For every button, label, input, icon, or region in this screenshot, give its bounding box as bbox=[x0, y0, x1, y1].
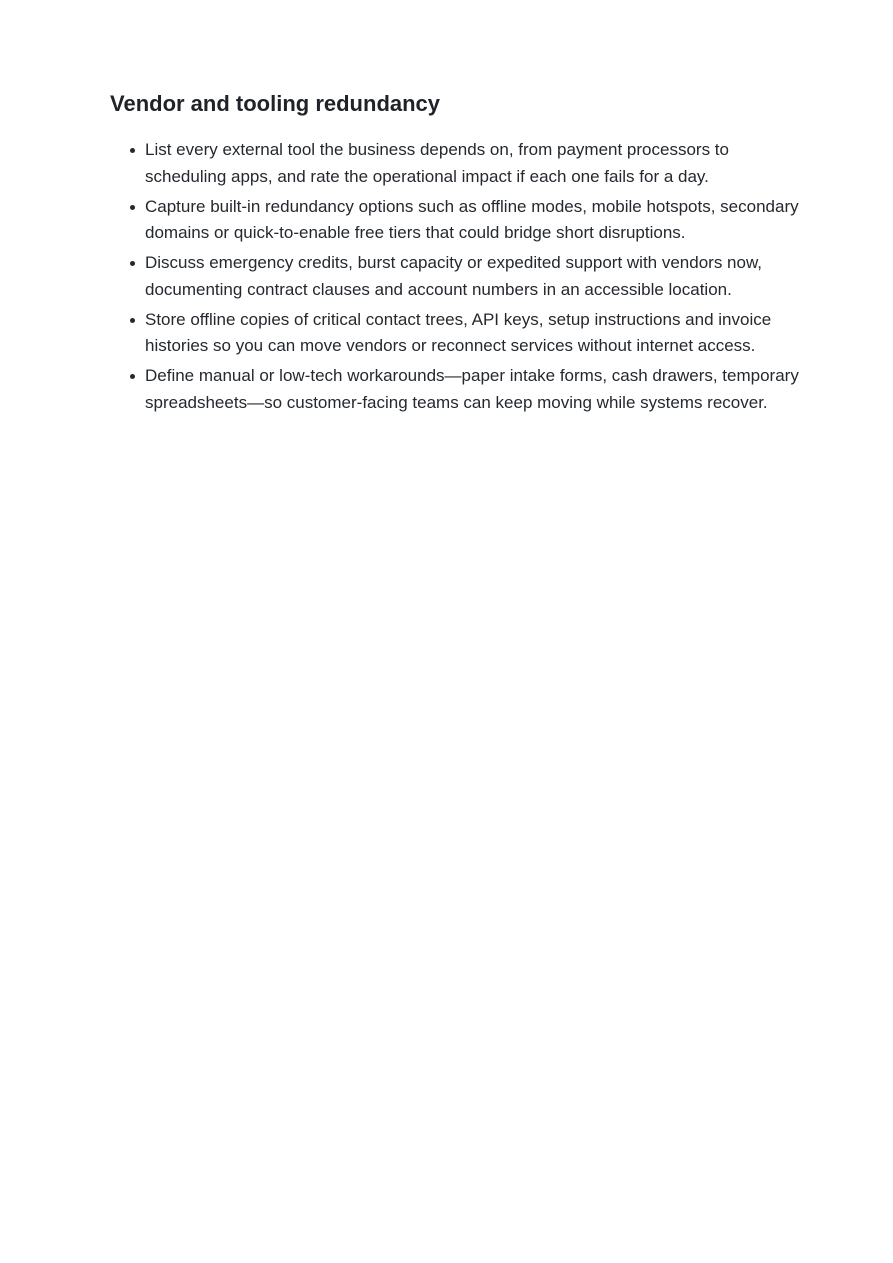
list-item bbox=[145, 194, 800, 247]
bullet-icon bbox=[130, 318, 135, 323]
section-heading: Vendor and tooling redundancy bbox=[110, 91, 441, 116]
list-item-text: Store offline copies of critical contact trees, API keys, setup instructions and invoice histories so you can move vendors or reconnect services without internet access. bbox=[145, 309, 772, 355]
bullet-icon bbox=[130, 205, 135, 210]
list-item bbox=[145, 307, 800, 360]
document-page bbox=[110, 88, 800, 420]
list-item bbox=[145, 363, 800, 416]
list-item-text: Define manual or low-tech workarounds—paper intake forms, cash drawers, temporary spreadsheets—so customer-facing teams can keep moving while systems recover. bbox=[145, 366, 799, 412]
bullet-icon bbox=[130, 148, 135, 153]
list-item-text: Capture built-in redundancy options such as offline modes, mobile hotspots, secondary domains or quick-to-enable free tiers that could bridge short disruptions. bbox=[145, 196, 799, 242]
bullet-icon bbox=[130, 261, 135, 266]
list-item-text: Discuss emergency credits, burst capacity or expedited support with vendors now, documenting contract clauses and account numbers in an accessible location. bbox=[145, 253, 763, 299]
bullet-list bbox=[110, 137, 800, 416]
list-item bbox=[145, 137, 800, 190]
list-item-text: List every external tool the business depends on, from payment processors to scheduling apps, and rate the operational impact if each one fails for a day. bbox=[145, 140, 729, 186]
bullet-icon bbox=[130, 374, 135, 379]
list-item bbox=[145, 250, 800, 303]
